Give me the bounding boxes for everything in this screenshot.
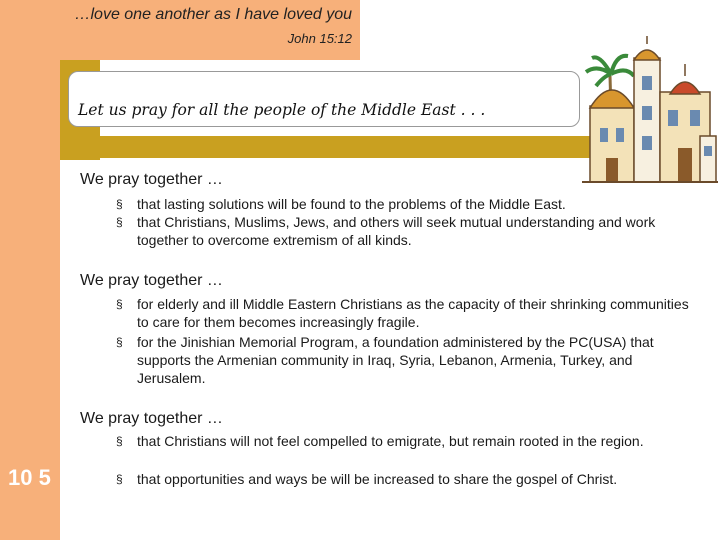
bullet-marker: § [116,215,123,229]
list-item [116,295,696,331]
list-item [116,470,696,488]
list-item [116,333,696,387]
list-item [116,213,696,249]
bullet-text: that Christians, Muslims, Jews, and others will seek mutual understanding and work together to overcome extremism of all kinds. [137,214,656,248]
bullet-text: that opportunities and ways be will be increased to share the gospel of Christ. [137,471,618,487]
list-item [116,195,696,213]
bullet-text: that Christians will not feel compelled to emigrate, but remain rooted in the region. [137,433,644,449]
section-heading: We pray together … [80,272,223,289]
slide-title: Let us pray for all the people of the Middle East . . . [78,101,486,119]
bullet-text: for the Jinishian Memorial Program, a foundation administered by the PC(USA) that supports the Armenian community in Iraq, Syria, Lebanon, Armenia, Turkey, and Jerusalem. [137,334,654,386]
slide-number: 10 5 [8,465,51,490]
bullet-marker: § [116,335,123,349]
gold-divider [60,136,590,158]
bullet-marker: § [116,434,123,448]
section-heading: We pray together … [80,171,223,188]
middle-east-town-illustration-icon [582,36,718,196]
bullet-marker: § [116,197,123,211]
bullet-text: that lasting solutions will be found to the problems of the Middle East. [137,196,566,212]
bullet-marker: § [116,472,123,486]
bullet-text: for elderly and ill Middle Eastern Christians as the capacity of their shrinking communities to care for them becomes increasingly fragile. [137,296,689,330]
section-heading: We pray together … [80,410,223,427]
bullet-marker: § [116,297,123,311]
verse-reference: John 15:12 [287,31,352,46]
list-item [116,432,696,450]
verse-text: …love one another as I have loved you [74,6,352,23]
